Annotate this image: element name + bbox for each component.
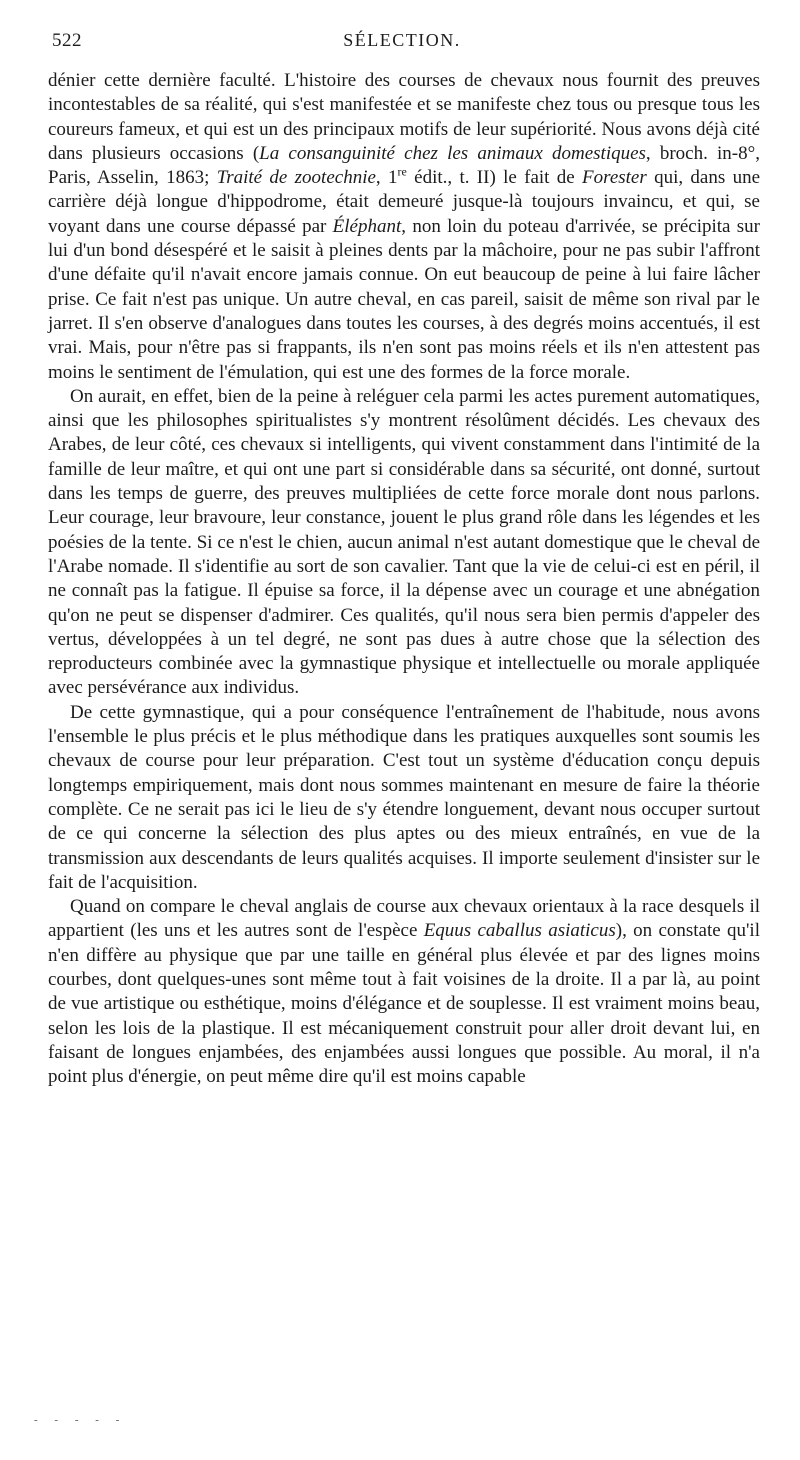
text-run: On aurait, en effet, bien de la peine à reléguer cela parmi les actes purement automatiques, ainsi que les philosophes spiritualistes s'y montrent résolûment décidés. Les chevaux des Arabes, de leur côté, ces chevaux si intelligents, qui vivent constamment dans l'intimité de la famille de leur maître, et qui ont une part si considérable dans sa sécurité, ont donné, surtout dans les temps de guerre, des preuves multipliées de cette force morale dont nous parlons. Leur courage, leur bravoure, leur constance, jouent le plus grand rôle dans les légendes et les poésies de la tente. Si ce n'est le chien, aucun animal n'est autant domestique que le cheval de l'Arabe nomade. Il s'identifie au sort de son cavalier. Tant que la vie de celui-ci est en péril, il ne connaît pas la fatigue. Il épuise sa force, il la dépense avec un courage et une abnégation qu'on ne peut se dispenser d'admirer. Ces qualités, qu'il nous sera bien permis d'appeler des vertus, développées à un tel degré, ne sont pas dues à autre chose que la sélection des reproducteurs combinée avec la gymnastique physique et intellectuelle ou morale appliquée avec persévérance aux individus. [48, 385, 760, 699]
footer-marks: - - - - - [34, 1414, 127, 1426]
text-run: qui, dans une carrière déjà longue d'hippodrome, était demeuré jusque-là toujours invaincu, et qui, se voyant dans une course dépassé par [48, 167, 761, 237]
italic-title: Forester [582, 167, 647, 189]
superscript-text: re [397, 164, 407, 179]
page-header [52, 30, 752, 60]
text-run: dénier cette dernière faculté. L'histoire des courses de chevaux nous fournit des preuves incontestables de sa réalité, qui s'est manifestée et se manifeste chez tous ou presque tous les coureurs fameux, et qui est un des principaux motifs de leur supériorité. Nous avons déjà cité dans plusieurs occasions ( [48, 70, 760, 164]
paragraph [48, 69, 760, 385]
text-run: De cette gymnastique, qui a pour conséquence l'entraînement de l'habitude, nous avons l'ensemble le plus précis et le plus méthodique dans les pratiques auxquelles sont soumis les chevaux de course pour leur préparation. C'est tout un système d'éducation conçu depuis longtemps empiriquement, mais dont nous sommes maintenant en mesure de faire la théorie complète. Ce ne serait pas ici le lieu de s'y étendre longuement, devant nous occuper surtout de ce qui concerne la sélection des plus aptes ou des mieux entraînés, en vue de la transmission aux descendants de leurs qualités acquises. Il importe seulement d'insister sur le fait de l'acquisition. [48, 701, 760, 893]
italic-title: Equus caballus asiaticus [423, 920, 616, 942]
page-number: 522 [52, 30, 82, 51]
paragraph [48, 385, 760, 701]
text-run: Quand on compare le cheval anglais de course aux chevaux orientaux à la race desquels il appartient (les uns et les autres sont de l'espèce [48, 896, 760, 942]
italic-title: Éléphant [332, 215, 402, 237]
text-run: , 1 [375, 167, 398, 189]
running-title: SÉLECTION. [343, 30, 461, 50]
text-run: , broch. in-8°, Paris, Asselin, 1863; [48, 142, 760, 189]
paragraph [48, 895, 760, 1089]
text-run: , non loin du poteau d'arrivée, se précipita sur lui d'un bond désespéré et le saisit à pleines dents par la mâchoire, pour ne pas subir l'affront d'une défaite qu'il n'avait encore jamais connue. On eut beaucoup de peine à lui faire lâcher prise. Ce fait n'est pas unique. Un autre cheval, en cas pareil, saisit de même son rival par le jarret. Il s'en observe d'analogues dans toutes les courses, à des degrés moins accentués, il est vrai. Mais, pour n'être pas si frappants, ils n'en sont pas moins réels et ils n'en attestent pas moins le sentiment de l'émulation, qui est une des formes de la force morale. [48, 215, 760, 383]
text-run: ), on constate qu'il n'en diffère au physique que par une taille en général plus élevée et par des lignes moins courbes, dont quelques-unes sont même tout à fait voisines de la droite. Il a par là, au point de vue artistique ou esthétique, moins d'élégance et de souplesse. Il est vraiment moins beau, selon les lois de la plastique. Il est mécaniquement construit pour aller droit devant lui, en faisant de longues enjambées, des enjambées aussi longues que possible. Au moral, il n'a point plus d'énergie, on peut même dire qu'il est moins capable [48, 920, 760, 1088]
italic-title: La consanguinité chez les animaux domestiques [259, 142, 646, 164]
italic-title: Traité de zootechnie [216, 167, 376, 189]
body-text [48, 69, 760, 1089]
paragraph [48, 701, 760, 895]
text-run: édit., t. II) le fait de [406, 167, 583, 189]
